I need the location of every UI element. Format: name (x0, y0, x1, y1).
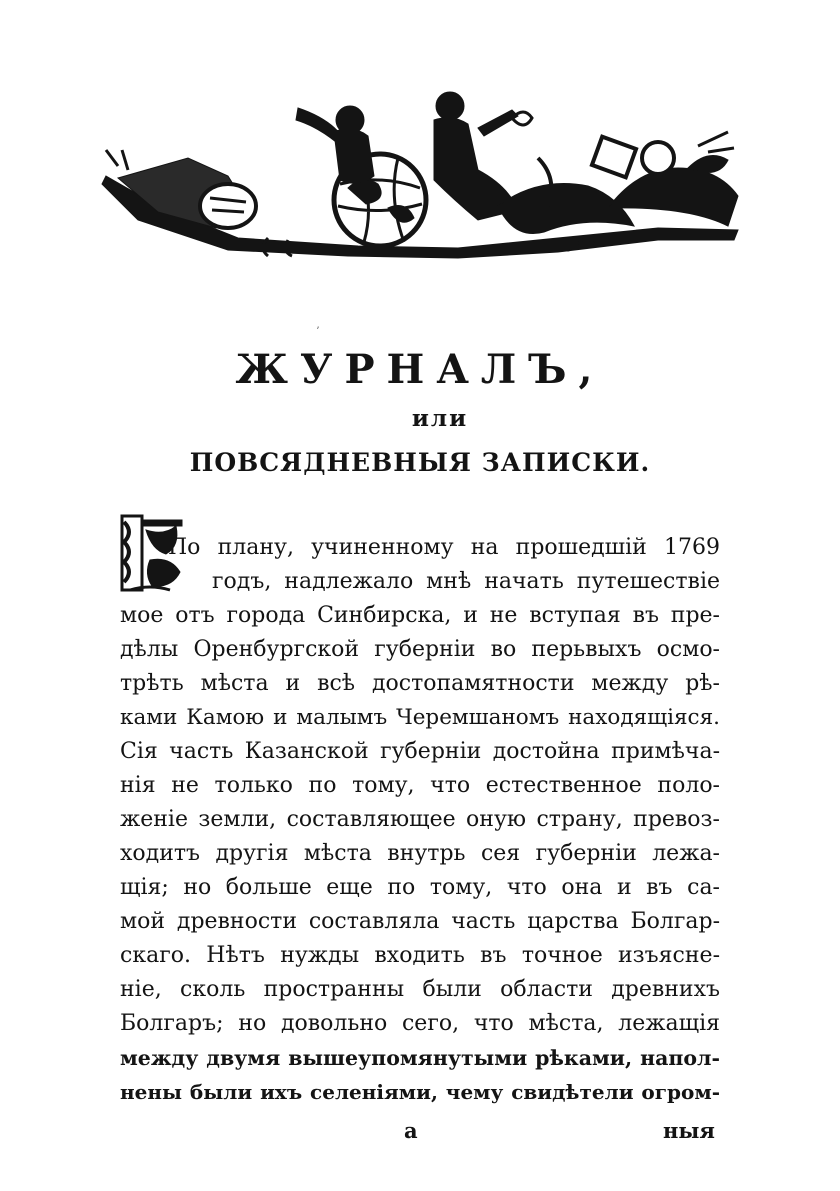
title-connector: или (411, 405, 469, 432)
body-line-9: женіе земли, составляющее оную страну, превоз- (120, 807, 720, 832)
body-line-4: дѣлы Оренбургской губерніи во перьвыхъ осмо- (120, 637, 720, 662)
body-line-17: нены были ихъ селеніями, чему свидѣтели огром- (120, 1080, 720, 1104)
headpiece-vignette (98, 88, 746, 260)
body-line-8: нія не только по тому, что естественное поло- (120, 773, 720, 798)
body-line-5: трѣть мѣста и всѣ достопамятности между рѣ- (120, 671, 720, 696)
body-line-14: ніе, сколь пространны были области древнихъ (120, 977, 720, 1002)
body-line-10: ходитъ другія мѣста внутрь сея губерніи лежа- (120, 841, 720, 866)
catchword: ныя (663, 1118, 715, 1143)
body-line-7: Сія часть Казанской губерніи достойна примѣча- (120, 739, 720, 764)
body-line-1: По плану, учиненному на прошедшій 1769 (168, 535, 720, 560)
print-speck: ʼ (316, 326, 320, 337)
signature-mark: а (404, 1118, 418, 1143)
page-subtitle: ПОВСЯДНЕВНЫЯ ЗАПИСКИ. (189, 448, 651, 477)
body-line-6: ками Камою и малымъ Черемшаномъ находящіяся. (120, 705, 720, 730)
body-line-2: годъ, надлежало мнѣ начать путешествіе (212, 569, 720, 594)
body-line-12: мой древности составляла часть царства Болгар- (120, 909, 720, 934)
body-line-3: мое отъ города Синбирска, и не вступая въ пре- (120, 603, 720, 628)
body-line-11: щія; но больше еще по тому, что она и въ са- (120, 875, 720, 900)
body-line-16: между двумя вышеупомянутыми рѣками, напол- (120, 1046, 720, 1070)
body-line-15: Болгаръ; но довольно сего, что мѣста, лежащія (120, 1011, 720, 1036)
page-title: ЖУРНАЛЪ, (235, 346, 605, 393)
body-line-13: скаго. Нѣтъ нужды входить въ точное изъясне- (120, 943, 720, 968)
